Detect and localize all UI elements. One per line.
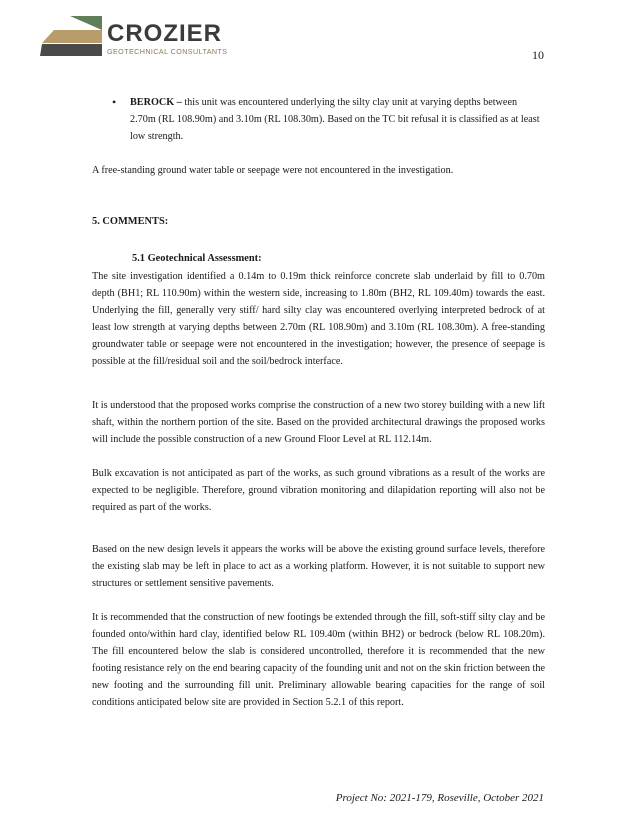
bullet-term: BEROCK –: [130, 97, 182, 108]
paragraph-text: Based on the new design levels it appears the works will be above the existing ground surface levels, therefore the existing slab may be left in place to act as a working platform. However, it is not suitable to support new structures or settlement sensitive pavements.: [92, 544, 545, 589]
bullet-paragraph: [130, 94, 545, 145]
groundwater-paragraph: [92, 162, 545, 179]
logo-mark-icon: [40, 14, 104, 58]
groundwater-text: A free-standing ground water table or seepage were not encountered in the investigation.: [92, 165, 454, 176]
paragraph-design-levels: [92, 541, 545, 592]
logo-name: CROZIER: [107, 20, 222, 47]
subsection-heading: 5.1 Geotechnical Assessment:: [132, 253, 262, 264]
company-logo: [40, 14, 280, 62]
paragraph-text: Bulk excavation is not anticipated as part of the works, as such ground vibrations as a result of the works are expected to be negligible. Therefore, ground vibration monitoring and dilapidation reporting will also not be required as part of the works.: [92, 468, 545, 513]
section-heading: 5. COMMENTS:: [92, 216, 169, 227]
bullet-item-bedrock: [112, 94, 545, 145]
bullet-text: this unit was encountered underlying the silty clay unit at varying depths between 2.70m (RL 108.90m) and 3.10m (RL 108.30m). Based on the TC bit refusal it is classified as at least low strength.: [130, 97, 540, 142]
paragraph-footings: [92, 609, 545, 711]
paragraph-text: It is recommended that the construction of new footings be extended through the fill, soft-stiff silty clay and be founded onto/within hard clay, identified below RL 109.40m (within BH2) or bedrock (below RL 108.20m). The fill encountered below the slab is considered uncontrolled, therefore it is recommended that the new footing resistance rely on the end bearing capacity of the founding unit and not on the skin friction between the new footing and the surrounding fill unit. Preliminary allowable bearing capacities for the range of soil conditions anticipated below site are provided in Section 5.2.1 of this report.: [92, 612, 545, 708]
paragraph-text: The site investigation identified a 0.14m to 0.19m thick reinforce concrete slab underlaid by fill to 0.70m depth (BH1; RL 110.90m) within the western side, increasing to 1.80m (BH2, RL 109.40m) towards the east. Underlying the fill, generally very stiff/ hard silty clay was encountered overlying interpreted bedrock of at least low strength at varying depths between 2.70m (RL 108.90m) and 3.10m (RL 108.30m). A free-standing groundwater table or seepage were not encountered in the investigation; however, the presence of seepage is possible at the fill/residual soil and the soil/bedrock interface.: [92, 271, 545, 367]
bullet-icon: •: [112, 95, 117, 109]
paragraph-proposed-works: [92, 397, 545, 448]
page-footer: Project No: 2021-179, Roseville, October 2021: [335, 792, 544, 804]
paragraph-bulk-excavation: [92, 465, 545, 516]
logo-subtitle: GEOTECHNICAL CONSULTANTS: [107, 47, 228, 56]
paragraph-text: It is understood that the proposed works comprise the construction of a new two storey building with a new lift shaft, within the northern portion of the site. Based on the provided architectural drawings the proposed works will include the possible construction of a new Ground Floor Level at RL 112.14m.: [92, 400, 545, 445]
paragraph-site-investigation: [92, 268, 545, 370]
page-number: 10: [532, 48, 544, 62]
